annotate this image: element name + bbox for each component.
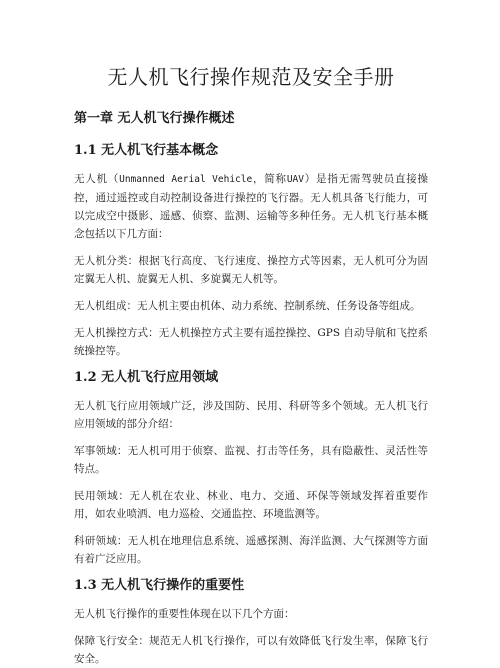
paragraph-uav-composition: 无人机组成：无人机主要由机体、动力系统、控制系统、任务设备等组成。: [74, 300, 421, 312]
paragraph-military: 军事领域：无人机可用于侦察、监视、打击等任务，具有隐蔽性、灵活性等特点。: [74, 445, 428, 475]
paragraph-flight-safety: 保障飞行安全：规范无人机飞行操作，可以有效降低飞行发生率，保障飞行安全。: [74, 635, 428, 665]
section-heading-1-2: 1.2 无人机飞行应用领域: [74, 370, 219, 385]
paragraph-uav-classification: 无人机分类：根据飞行高度、飞行速度、操控方式等因素，无人机可分为固定翼无人机、旋翼无人机、多旋翼无人机等。: [74, 255, 428, 285]
section-heading-1-3: 1.3 无人机飞行操作的重要性: [74, 578, 245, 593]
paragraph-uav-definition: [74, 170, 428, 243]
document-title: 无人机飞行操作规范及安全手册: [107, 65, 395, 89]
paragraph-civil: 民用领域：无人机在农业、林业、电力、交通、环保等领域发挥着重要作用，如农业喷洒、电力巡检、交通监控、环境监测等。: [74, 490, 428, 520]
section-heading-1-1: 1.1 无人机飞行基本概念: [74, 143, 219, 158]
paragraph-importance-intro: 无人机飞行操作的重要性体现在以下几个方面：: [74, 608, 295, 620]
text-segment: ）是指无需驾驶员直接操控，通过遥控或自动控制设备进行操控的飞行器。无人机具备飞行能力，可以完成空中摄影、遥感、侦察、监测、运输等多种任务。无人机飞行基本概念包括以下几方面：: [74, 173, 429, 240]
text-segment: 无人机（: [74, 173, 120, 185]
paragraph-application-intro: 无人机飞行应用领域广泛，涉及国防、民用、科研等多个领域。无人机飞行应用领域的部分介绍：: [74, 400, 428, 430]
text-segment: ，简称: [252, 173, 287, 185]
text-segment-latin: Unmanned Aerial Vehicle: [119, 174, 253, 185]
chapter-heading: 第一章 无人机飞行操作概述: [74, 111, 235, 126]
text-segment-latin: UAV: [286, 174, 304, 185]
paragraph-uav-control: 无人机操控方式：无人机操控方式主要有遥控操控、GPS 自动导航和飞控系统操控等。: [74, 327, 428, 357]
paragraph-research: 科研领域：无人机在地理信息系统、遥感探测、海洋监测、大气探测等方面有着广泛应用。: [74, 535, 428, 565]
